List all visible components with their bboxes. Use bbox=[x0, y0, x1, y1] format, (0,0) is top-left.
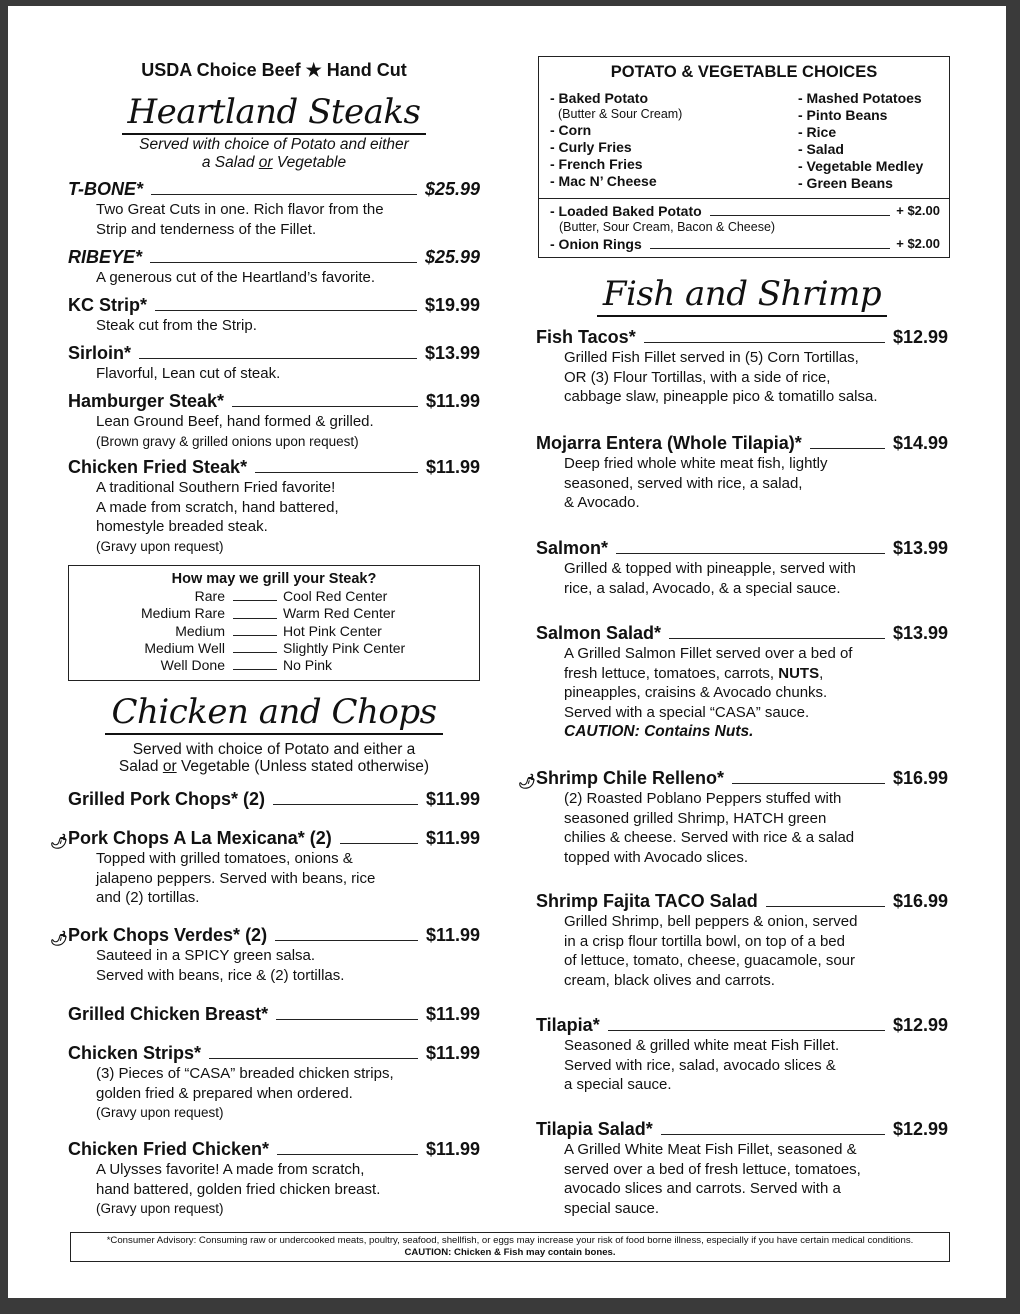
item-price: $13.99 bbox=[424, 343, 480, 363]
item-price: $13.99 bbox=[892, 623, 948, 643]
item-price: $12.99 bbox=[892, 1015, 948, 1035]
item-price: $11.99 bbox=[425, 1139, 480, 1159]
steaks-subtitle: Served with choice of Potato and either a Salad or Vegetable bbox=[139, 136, 409, 171]
consumer-advisory: *Consumer Advisory: Consuming raw or undercooked meats, poultry, seafood, shellfish, or eggs may increase your risk of food borne illness, especially if you have certain medical conditions. CAUTION: Chicken & Fish may contain bones. bbox=[70, 1232, 950, 1262]
item-price: $12.99 bbox=[892, 1119, 948, 1139]
item-price: $19.99 bbox=[424, 295, 480, 315]
potato-addons bbox=[550, 203, 940, 252]
doneness-row: Medium Hot Pink Center bbox=[175, 622, 382, 639]
item-description: Sauteed in a SPICY green salsa. Served with beans, rice & (2) tortillas. bbox=[96, 947, 345, 984]
item-name: Grilled Pork Chops* (2) bbox=[68, 789, 266, 809]
item-description: A generous cut of the Heartland’s favorite. bbox=[96, 269, 376, 286]
item-price: $13.99 bbox=[892, 538, 948, 558]
steak-doneness-box bbox=[68, 565, 480, 681]
usda-header: USDA Choice Beef ★ Hand Cut bbox=[141, 60, 407, 80]
item-name: Shrimp Fajita TACO Salad bbox=[536, 891, 758, 911]
addon-note: (Butter, Sour Cream, Bacon & Cheese) bbox=[559, 220, 776, 234]
menu-item-salmon bbox=[536, 537, 948, 598]
doneness-row: Medium Rare Warm Red Center bbox=[140, 605, 396, 622]
item-price: $25.99 bbox=[424, 179, 480, 199]
item-name: Chicken Strips* bbox=[68, 1043, 202, 1063]
item-description: Topped with grilled tomatoes, onions & jalapeno peppers. Served with beans, rice and (2) tortillas. bbox=[96, 850, 376, 906]
item-price: $11.99 bbox=[425, 789, 480, 809]
side-item: - Corn bbox=[550, 122, 592, 138]
item-description: (2) Roasted Poblano Peppers stuffed with seasoned grilled Shrimp, HATCH green chilies & cheese. Served with rice & a salad topped with Avocado slices. bbox=[564, 790, 855, 866]
menu-item-mojarra-entera bbox=[536, 432, 948, 513]
menu-item-tilapia-salad bbox=[536, 1118, 948, 1218]
item-name: Salmon* bbox=[536, 538, 609, 558]
menu-item-kc-strip bbox=[68, 294, 480, 336]
item-description: A Ulysses favorite! A made from scratch, hand battered, golden fried chicken breast. (Gravy upon request) bbox=[96, 1161, 381, 1216]
menu-item-fish-tacos bbox=[536, 326, 948, 407]
addon-onion-rings: - Onion Rings + $2.00 bbox=[550, 236, 940, 252]
item-name: Sirloin* bbox=[68, 343, 132, 363]
chicken-and-chops-title: Chicken and Chops bbox=[68, 692, 480, 735]
item-price: $25.99 bbox=[424, 247, 480, 267]
item-name: KC Strip* bbox=[68, 295, 148, 315]
item-name: Hamburger Steak* bbox=[68, 391, 225, 411]
item-price: $11.99 bbox=[425, 1043, 480, 1063]
doneness-row: Rare Cool Red Center bbox=[194, 588, 388, 604]
item-name: Fish Tacos* bbox=[536, 327, 636, 347]
menu-item-grilled-pork-chops bbox=[68, 788, 480, 810]
item-name: Tilapia* bbox=[536, 1015, 600, 1035]
side-item: - Baked Potato bbox=[550, 90, 649, 106]
item-price: $11.99 bbox=[425, 391, 480, 411]
item-description: A Grilled White Meat Fish Fillet, seasoned & served over a bed of fresh lettuce, tomatoes, avocado slices and carrots. Served with a special sauce. bbox=[564, 1141, 861, 1217]
doneness-title: How may we grill your Steak? bbox=[171, 571, 377, 587]
item-price: $11.99 bbox=[425, 925, 480, 945]
item-description: Grilled & topped with pineapple, served with rice, a salad, Avocado, & a special sauce. bbox=[564, 560, 856, 597]
doneness-row: Well Done No Pink bbox=[160, 657, 333, 674]
menu-item-shrimp-fajita-taco-salad bbox=[536, 890, 948, 990]
doneness-row: Medium Well Slightly Pink Center bbox=[144, 639, 406, 656]
chili-pepper-icon: 🌶 bbox=[518, 773, 536, 789]
item-name: Mojarra Entera (Whole Tilapia)* bbox=[536, 433, 802, 453]
side-item: - Mashed Potatoes bbox=[798, 90, 922, 106]
chops-subtitle: Served with choice of Potato and either a Salad or Vegetable (Unless stated otherwise) bbox=[118, 741, 430, 775]
menu-page bbox=[8, 6, 1006, 1298]
chili-pepper-icon: 🌶 bbox=[50, 833, 68, 849]
item-description: Steak cut from the Strip. bbox=[96, 317, 257, 334]
item-description: (3) Pieces of “CASA” breaded chicken strips, golden fried & prepared when ordered. (Gravy upon request) bbox=[96, 1065, 394, 1120]
side-item: - Rice bbox=[798, 124, 837, 140]
side-item: - French Fries bbox=[550, 156, 643, 172]
side-item: - Green Beans bbox=[798, 175, 893, 191]
side-item: - Pinto Beans bbox=[798, 107, 888, 123]
item-description: Lean Ground Beef, hand formed & grilled. (Brown gravy & grilled onions upon request) bbox=[96, 413, 374, 449]
item-description: Grilled Shrimp, bell peppers & onion, served in a crisp flour tortilla bowl, on top of a bed of lettuce, tomato, cheese, guacamole, sour cream, black olives and carrots. bbox=[564, 913, 858, 989]
item-description: A Grilled Salmon Fillet served over a bed of fresh lettuce, tomatoes, carrots, NUTS, pineapples, craisins & Avocado chunks. Served with a special “CASA” sauce. CAUTION: Contains Nuts. bbox=[536, 644, 948, 742]
heartland-steaks-title: Heartland Steaks bbox=[68, 92, 480, 135]
item-price: $12.99 bbox=[892, 327, 948, 347]
item-description: Two Great Cuts in one. Rich flavor from the Strip and tenderness of the Fillet. bbox=[96, 201, 384, 238]
menu-item-shrimp-chile-relleno bbox=[518, 767, 948, 867]
menu-item-chicken-strips bbox=[68, 1042, 480, 1123]
potato-vegetable-box bbox=[538, 56, 950, 258]
item-price: $11.99 bbox=[425, 828, 480, 848]
item-description: A traditional Southern Fried favorite! A made from scratch, hand battered, homestyle breaded steak. (Gravy upon request) bbox=[96, 479, 339, 554]
item-price: $11.99 bbox=[425, 1004, 480, 1024]
item-name: Shrimp Chile Relleno* bbox=[536, 768, 725, 788]
menu-item-sirloin bbox=[68, 342, 480, 384]
menu-item-salmon-salad bbox=[536, 622, 948, 742]
fish-and-shrimp-title: Fish and Shrimp bbox=[536, 274, 948, 317]
item-price: $14.99 bbox=[892, 433, 948, 453]
side-item: - Curly Fries bbox=[550, 139, 632, 155]
potato-list-right bbox=[798, 90, 948, 192]
item-name: T-BONE* bbox=[68, 179, 144, 199]
item-price: $16.99 bbox=[892, 768, 948, 788]
addon-loaded-baked-potato: - Loaded Baked Potato + $2.00 bbox=[550, 203, 940, 219]
item-name: Salmon Salad* bbox=[536, 623, 662, 643]
chili-pepper-icon: 🌶 bbox=[50, 930, 68, 946]
item-name: RIBEYE* bbox=[68, 247, 143, 267]
item-description: Deep fried whole white meat fish, lightly seasoned, served with rice, a salad, & Avocado. bbox=[564, 455, 828, 511]
menu-item-grilled-chicken-breast bbox=[68, 1003, 480, 1025]
item-name: Pork Chops Verdes* (2) bbox=[68, 925, 268, 945]
menu-item-ribeye bbox=[68, 246, 480, 288]
item-name: Grilled Chicken Breast* bbox=[68, 1004, 269, 1024]
item-name: Pork Chops A La Mexicana* (2) bbox=[68, 828, 332, 848]
menu-item-chicken-fried-steak bbox=[68, 456, 480, 556]
potato-box-title: POTATO & VEGETABLE CHOICES bbox=[610, 63, 878, 81]
item-description: Flavorful, Lean cut of steak. bbox=[96, 365, 281, 382]
item-description: Grilled Fish Fillet served in (5) Corn Tortillas, OR (3) Flour Tortillas, with a side of rice, cabbage slaw, pineapple pico & tomatillo salsa. bbox=[564, 349, 878, 405]
item-price: $16.99 bbox=[892, 891, 948, 911]
side-item: - Vegetable Medley bbox=[798, 158, 924, 174]
nuts-caution: CAUTION: Contains Nuts. bbox=[564, 723, 754, 740]
item-description: Seasoned & grilled white meat Fish Fillet. Served with rice, salad, avocado slices & a special sauce. bbox=[564, 1037, 840, 1093]
side-item-note: (Butter & Sour Cream) bbox=[558, 107, 683, 121]
menu-item-chicken-fried-chicken bbox=[68, 1138, 480, 1219]
side-item: - Salad bbox=[798, 141, 844, 157]
menu-item-pork-chops-mexicana bbox=[50, 827, 480, 908]
potato-list-left bbox=[550, 90, 780, 190]
menu-item-hamburger-steak bbox=[68, 390, 480, 451]
menu-item-pork-chops-verdes bbox=[50, 924, 480, 985]
item-price: $11.99 bbox=[425, 457, 480, 477]
item-name: Tilapia Salad* bbox=[536, 1119, 653, 1139]
menu-item-t-bone bbox=[68, 178, 480, 239]
menu-item-tilapia bbox=[536, 1014, 948, 1095]
item-name: Chicken Fried Steak* bbox=[68, 457, 248, 477]
item-name: Chicken Fried Chicken* bbox=[68, 1139, 270, 1159]
side-item: - Mac N’ Cheese bbox=[550, 173, 657, 189]
